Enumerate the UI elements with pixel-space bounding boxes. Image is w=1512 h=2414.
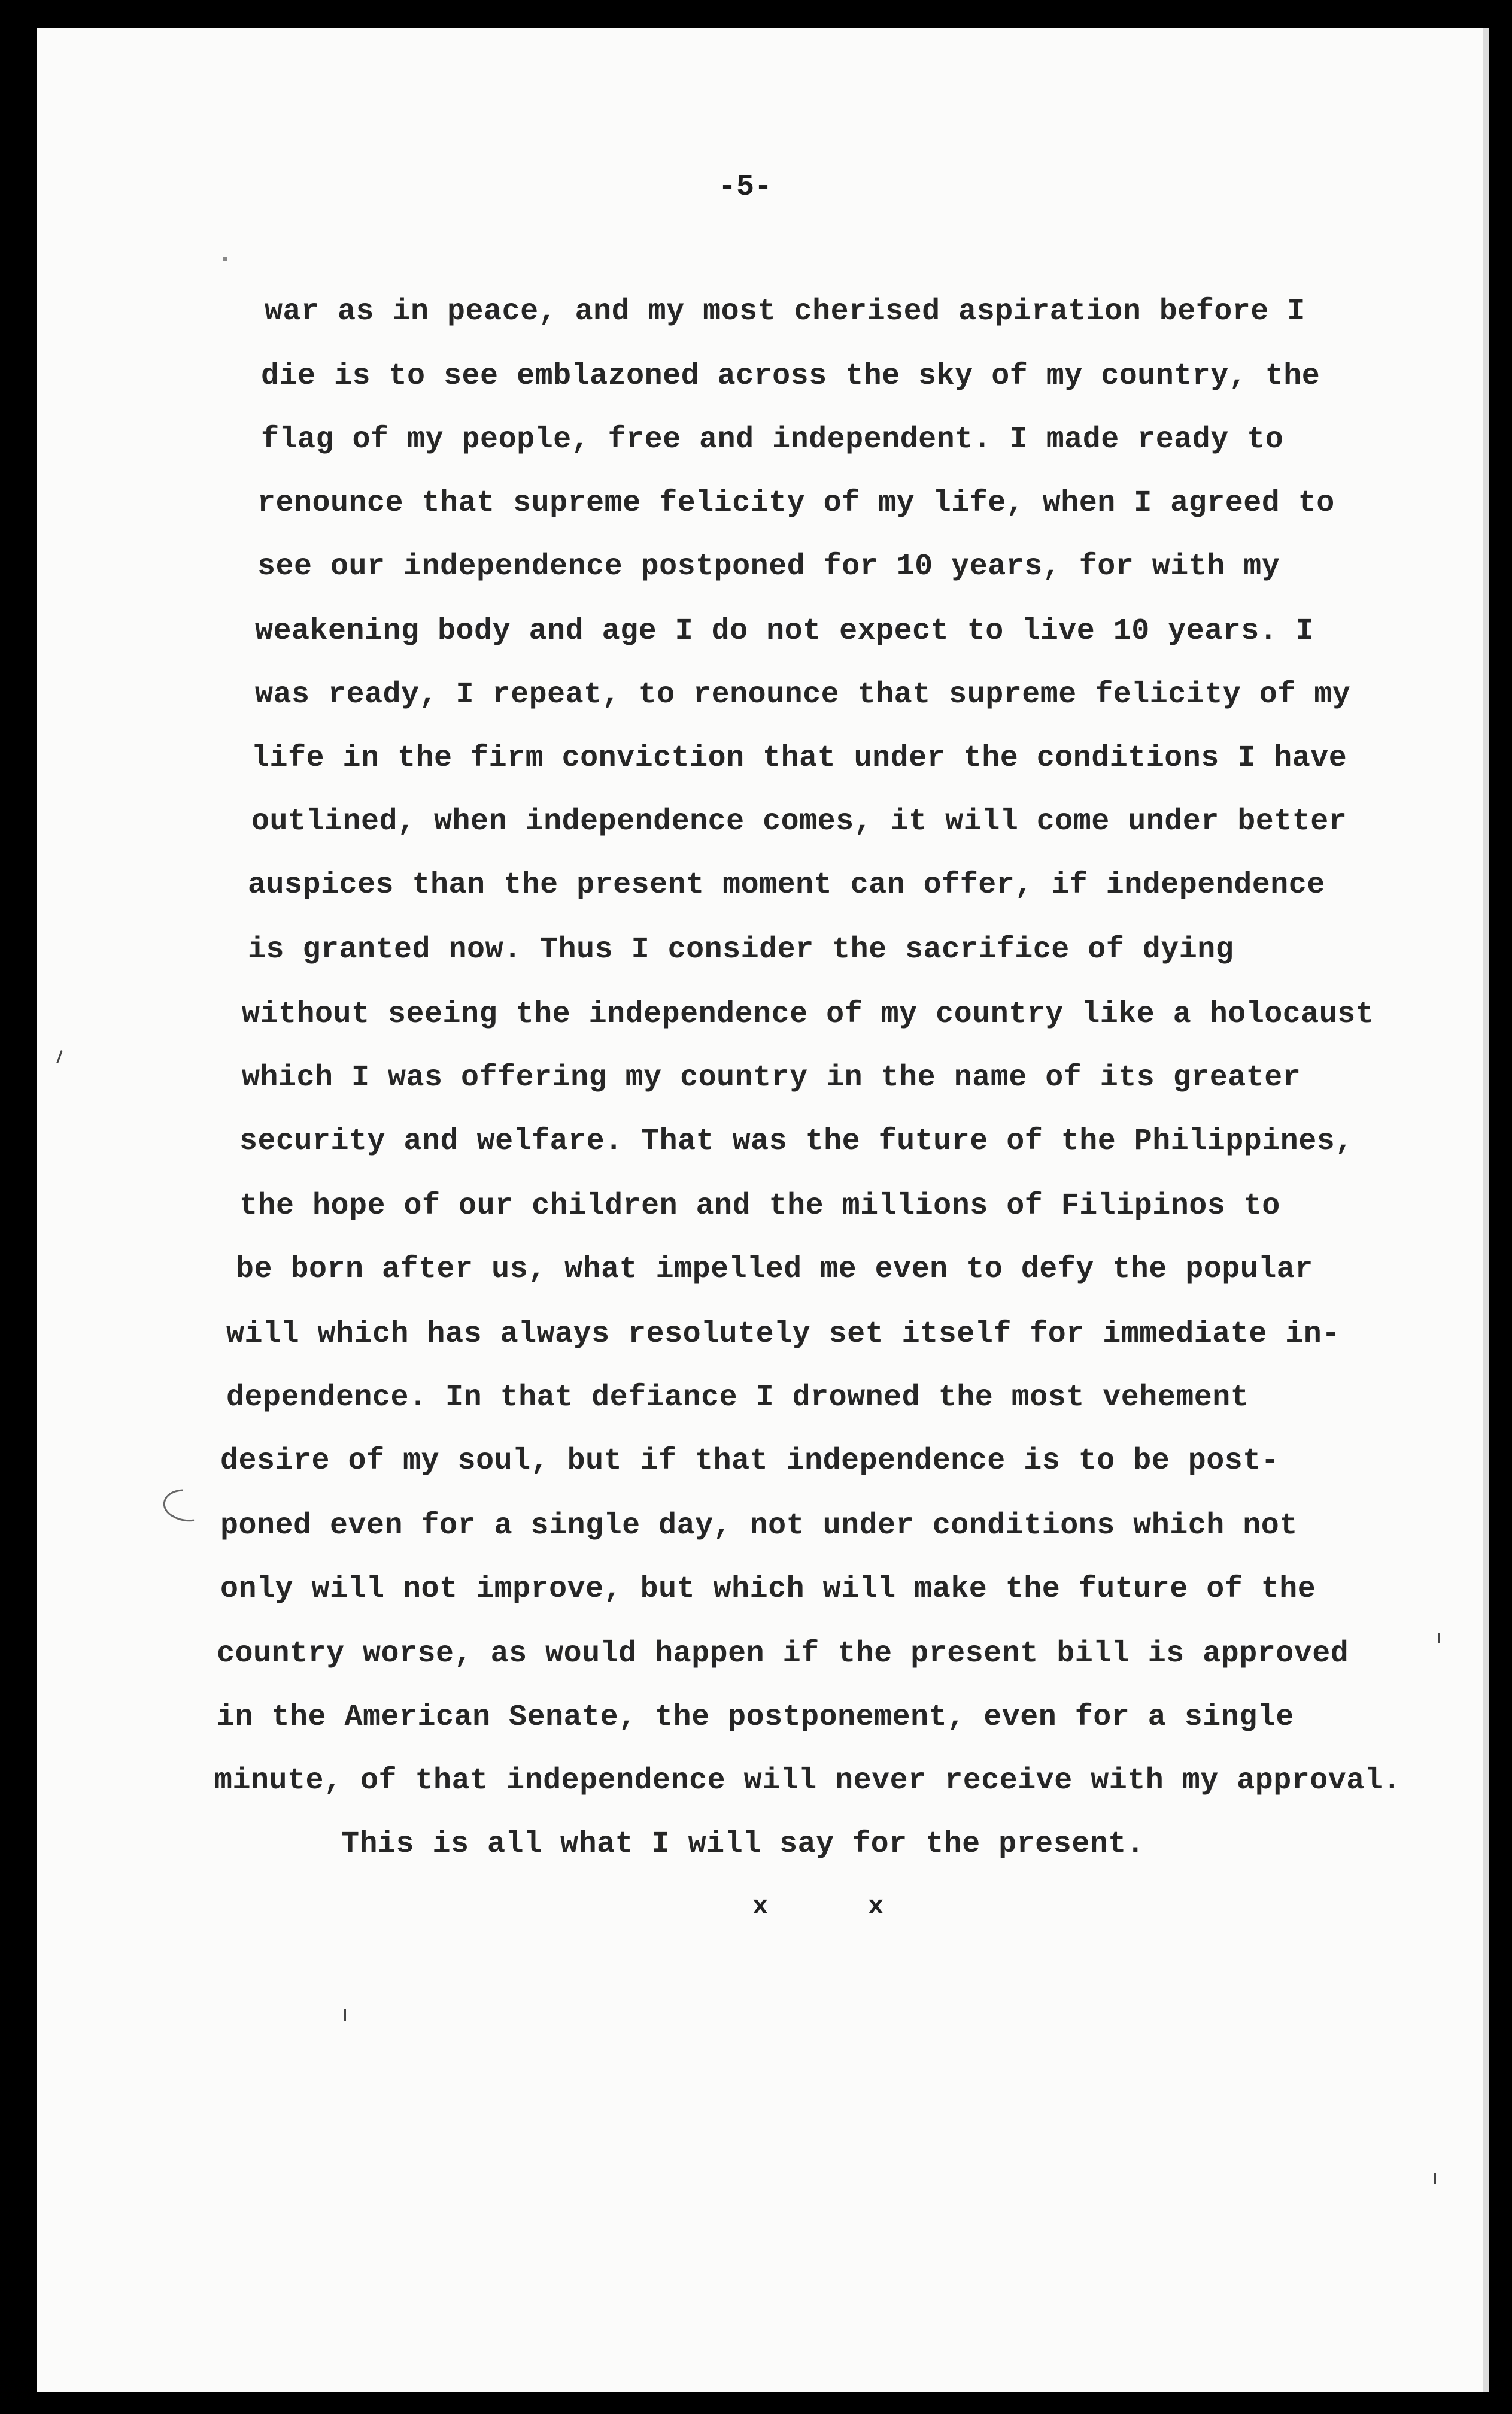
text-line: in the American Senate, the postponement, even for a single (217, 1700, 1294, 1734)
text-line: weakening body and age I do not expect to live 10 years. I (255, 614, 1314, 648)
scan-speck (1438, 1633, 1440, 1643)
text-line: is granted now. Thus I consider the sacrifice of dying (248, 933, 1234, 967)
text-line: security and welfare. That was the future of the Philippines, (239, 1124, 1353, 1159)
text-line: the hope of our children and the millions of Filipinos to (239, 1189, 1280, 1223)
text-line: auspices than the present moment can offer, if independence (248, 868, 1325, 902)
text-line: country worse, as would happen if the present bill is approved (217, 1637, 1349, 1671)
text-line: see our independence postponed for 10 years, for with my (257, 550, 1280, 584)
end-mark: x (752, 1892, 769, 1922)
text-line: poned even for a single day, not under conditions which not (220, 1509, 1298, 1543)
text-line: die is to see emblazoned across the sky of my country, the (261, 359, 1320, 393)
text-line: dependence. In that defiance I drowned the most vehement (226, 1381, 1249, 1415)
text-line: be born after us, what impelled me even to defy the popular (236, 1253, 1313, 1287)
page-number: -5- (718, 170, 773, 204)
text-line: flag of my people, free and independent. I made ready to (261, 423, 1284, 457)
body-text (37, 28, 1489, 2392)
text-line: only will not improve, but which will make the future of the (220, 1572, 1316, 1606)
text-line: without seeing the independence of my country like a holocaust (242, 997, 1374, 1032)
scan-speck (1434, 2173, 1436, 2184)
text-line: renounce that supreme felicity of my life, when I agreed to (257, 486, 1335, 520)
text-line: which I was offering my country in the name of its greater (242, 1061, 1301, 1095)
text-line: desire of my soul, but if that independence is to be post- (220, 1444, 1280, 1478)
text-line: war as in peace, and my most cherised aspiration before I (265, 295, 1305, 329)
scan-speck (344, 2009, 346, 2021)
text-line: was ready, I repeat, to renounce that supreme felicity of my (255, 678, 1351, 712)
text-line: outlined, when independence comes, it will come under better (251, 805, 1347, 839)
end-mark: x (868, 1892, 884, 1922)
document-page (37, 28, 1489, 2392)
text-line: will which has always resolutely set itself for immediate in- (226, 1317, 1340, 1351)
text-line: minute, of that independence will never receive with my approval. (214, 1764, 1401, 1798)
text-line: life in the firm conviction that under the conditions I have (251, 741, 1347, 775)
scan-speck (223, 257, 227, 261)
pencil-mark (156, 1485, 198, 1533)
text-line: This is all what I will say for the present. (341, 1827, 1145, 1861)
